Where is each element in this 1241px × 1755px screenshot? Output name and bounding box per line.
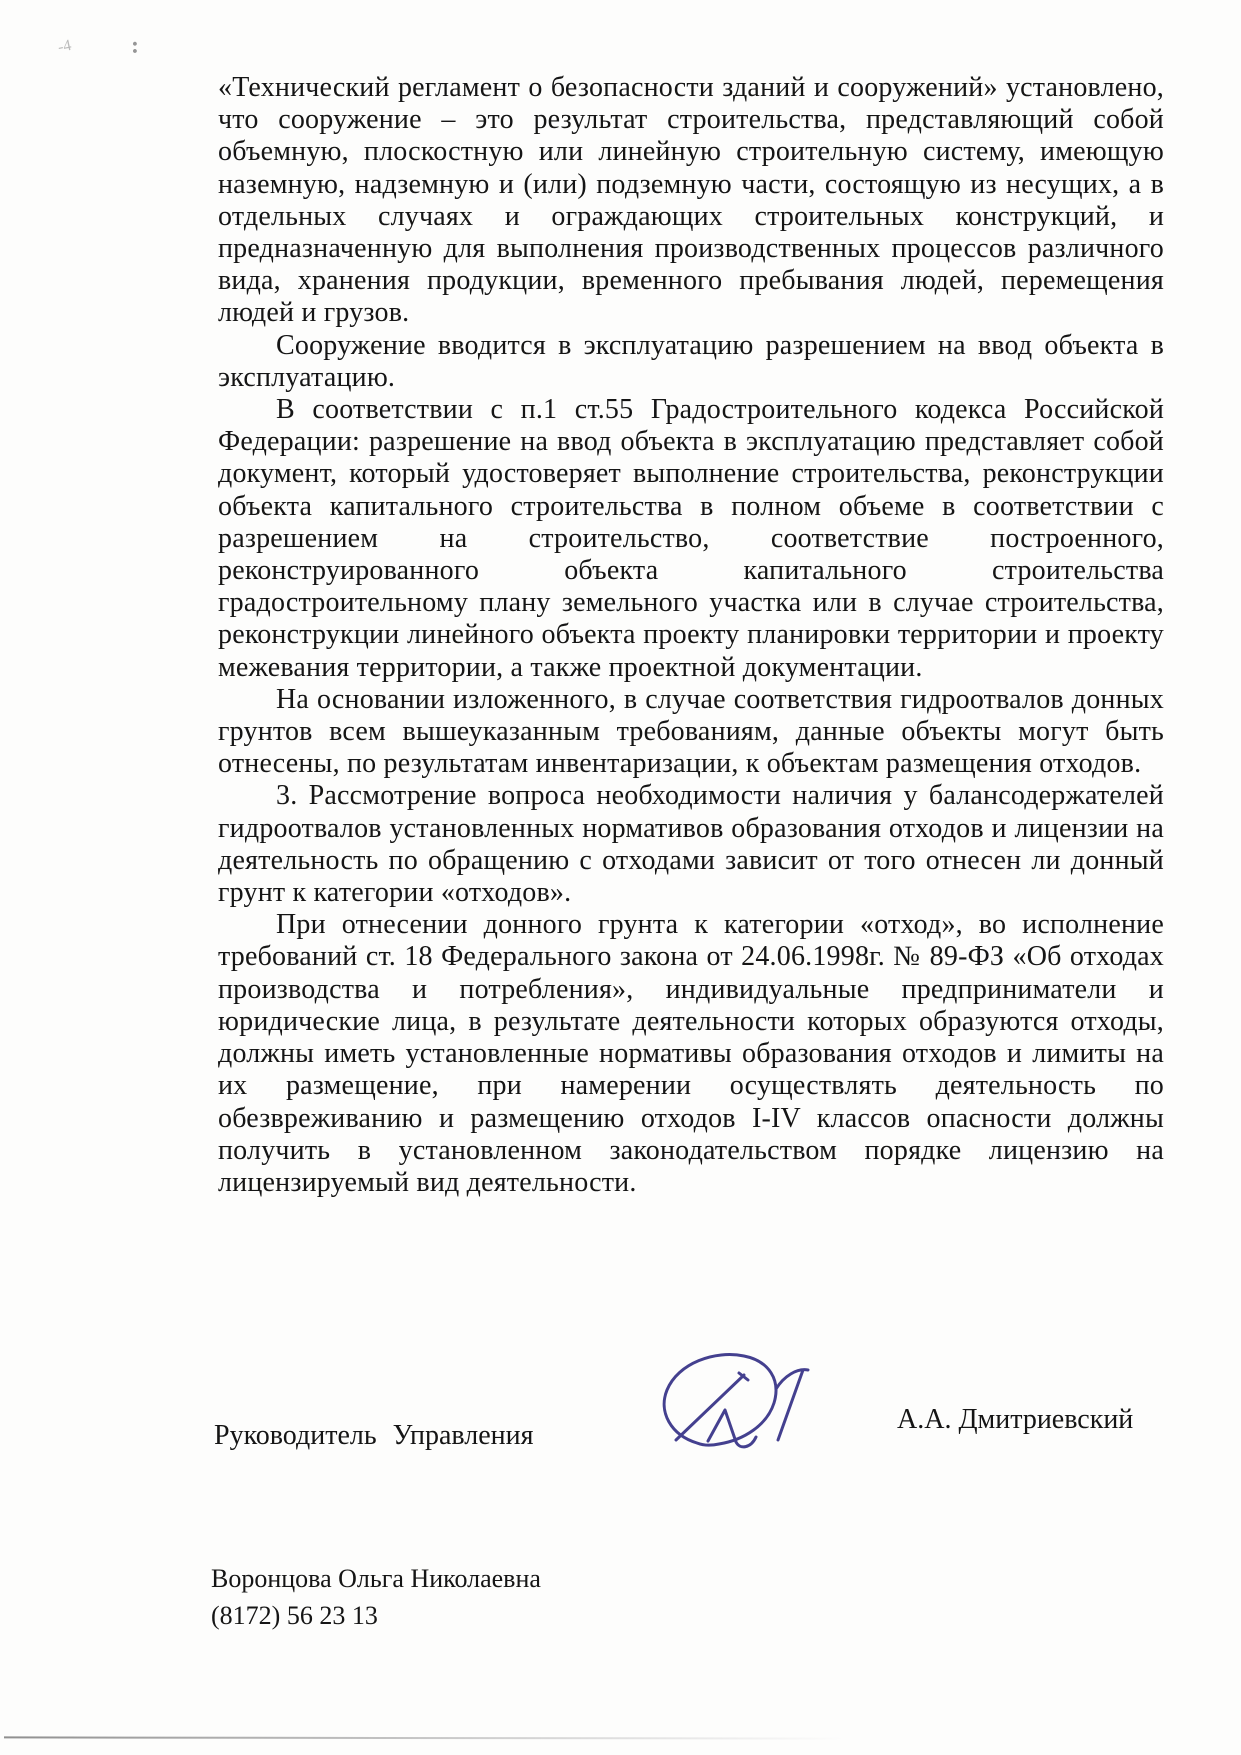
signer-role-label: Руководитель Управления	[214, 1420, 534, 1451]
executor-name: Воронцова Ольга Николаевна	[211, 1564, 541, 1593]
signer-name: А.А. Дмитриевский	[897, 1404, 1134, 1435]
scan-artifact-mark: -4	[56, 36, 73, 57]
document-body	[218, 72, 1164, 1199]
paragraph: Сооружение вводится в эксплуатацию разрешением на ввод объекта в эксплуатацию.	[218, 329, 1164, 393]
paragraph: В соответствии с п.1 ст.55 Градостроительного кодекса Российской Федерации: разрешение на ввод объекта в эксплуатацию представляет собой документ, который удостоверяет выполнение строительства, реконструкции объекта капитального строительства в полном объеме в соответствии с разрешением на строительство, соответствие построенного, реконструированного объекта капитального строительства градостроительному плану земельного участка или в случае строительства, реконструкции линейного объекта проекту планировки территории и проекту межевания территории, а также проектной документации.	[218, 394, 1164, 683]
paragraph: «Технический регламент о безопасности зданий и сооружений» установлено, что сооружение – это результат строительства, представляющий собой объемную, плоскостную или линейную строительную систему, имеющую наземную, надземную и (или) подземную части, состоящую из несущих, а в отдельных случаях и ограждающих строительных конструкций, и предназначенную для выполнения производственных процессов различного вида, хранения продукции, временного пребывания людей, перемещения людей и грузов.	[218, 72, 1164, 329]
handwritten-signature-icon	[645, 1346, 820, 1458]
executor-contact-block	[211, 1560, 541, 1634]
paragraph: 3. Рассмотрение вопроса необходимости наличия у балансодержателей гидроотвалов установленных нормативов образования отходов и лицензии на деятельность по обращению с отходами зависит от того отнесен ли донный грунт к категории «отходов».	[218, 780, 1164, 909]
paragraph: На основании изложенного, в случае соответствия гидроотвалов донных грунтов всем вышеуказанным требованиям, данные объекты могут быть отнесены, по результатам инвентаризации, к объектам размещения отходов.	[218, 683, 1164, 780]
scan-artifact-dots: :	[131, 33, 139, 59]
executor-phone: (8172) 56 23 13	[211, 1601, 378, 1630]
paragraph: При отнесении донного грунта к категории «отход», во исполнение требований ст. 18 Федерального закона от 24.06.1998г. № 89-ФЗ «Об отходах производства и потребления», индивидуальные предприниматели и юридические лица, в результате деятельности которых образуются отходы, должны иметь установленные нормативы образования отходов и лимиты на их размещение, при намерении осуществлять деятельность по обезвреживанию и размещению отходов I-IV классов опасности должны получить в установленном законодательством порядке лицензию на лицензируемый вид деятельности.	[218, 909, 1164, 1198]
scan-artifact-line	[4, 1736, 844, 1740]
